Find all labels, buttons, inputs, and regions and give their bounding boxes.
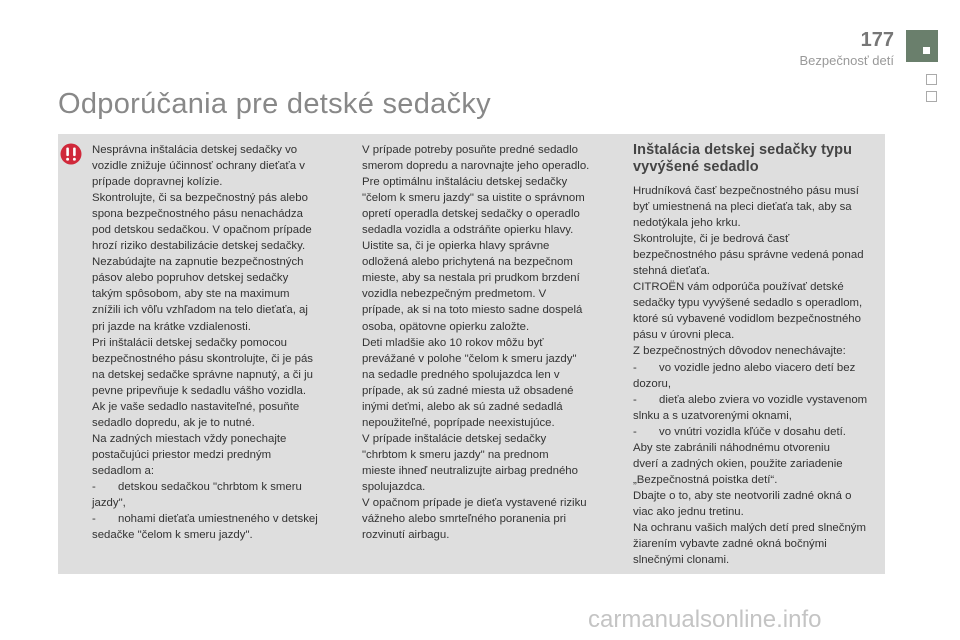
text-line: Na zadných miestach vždy ponechajte xyxy=(92,432,287,445)
text-line: sedadlo dopredu, ak je to nutné. xyxy=(92,416,255,429)
text-line: prípade dopravnej kolízie. xyxy=(92,176,223,189)
text-line: prípade, ak sú zadné miesta už obsadené xyxy=(362,384,574,397)
text-line: hrozí riziko destabilizácie detskej sedačky. xyxy=(92,240,306,253)
bullet-item xyxy=(633,360,881,376)
text-line: prevážané v polohe "čelom k smeru jazdy" xyxy=(362,352,577,365)
text-line: Deti mladšie ako 10 rokov môžu byť xyxy=(362,336,544,349)
text-line: Na ochranu vašich malých detí pred slnečným xyxy=(633,521,866,534)
text-line: Skontrolujte, či je bedrová časť xyxy=(633,233,790,246)
text-line: odložená alebo prichytená na bezpečnom xyxy=(362,256,573,269)
bullet-dash: - xyxy=(633,425,637,438)
text-line: Nezabúdajte na zapnutie bezpečnostných xyxy=(92,256,304,269)
text-line: opretí operadla detskej sedačky o operadlo xyxy=(362,208,580,221)
text-line: Dbajte o to, aby ste neotvorili zadné okná o xyxy=(633,489,852,502)
text-line: osoba, opätovne opierku založte. xyxy=(362,320,530,333)
text-line: Z bezpečnostných dôvodov nenechávajte: xyxy=(633,345,846,358)
bullet-text: dieťa alebo zviera vo vozidle vystavenom xyxy=(659,393,868,406)
bullet-text: nohami dieťaťa umiestneného v detskej xyxy=(118,513,318,526)
chapter-tab-box[interactable] xyxy=(926,74,937,85)
text-line: nepoužiteľné, poprípade neexistujúce. xyxy=(362,416,555,429)
text-line: Skontrolujte, či sa bezpečnostný pás alebo xyxy=(92,192,308,205)
text-line: žiarením vybavte zadné okná bočnými xyxy=(633,538,827,551)
text-line: nedotýkala jeho krku. xyxy=(633,217,741,230)
bullet-dash: - xyxy=(633,361,637,374)
text-line: na sedadle predného spolujazdca len v xyxy=(362,368,560,381)
bullet-dash: - xyxy=(92,480,96,493)
bullet-dash: - xyxy=(92,513,96,526)
text-line: pod detskou sedačkou. V opačnom prípade xyxy=(92,224,312,237)
warning-text-column xyxy=(92,142,324,543)
watermark: carmanualsonline.info xyxy=(588,606,822,633)
text-line: viac ako jednu tretinu. xyxy=(633,505,744,518)
text-line: byť umiestnená na pleci dieťaťa tak, aby sa xyxy=(633,201,852,214)
text-line: takým spôsobom, aby ste na maximum xyxy=(92,288,290,301)
text-line: Nesprávna inštalácia detskej sedačky vo xyxy=(92,144,298,156)
text-line: "čelom k smeru jazdy" sa uistite o správnom xyxy=(362,192,585,205)
text-line: V opačnom prípade je dieťa vystavené riziku xyxy=(362,497,587,510)
text-line: sedačky typu vyvýšené sedadlo s operadlom, xyxy=(633,297,863,310)
text-line: bezpečnostného pásu skontrolujte, či je pás xyxy=(92,352,313,365)
text-line: V prípade inštalácie detskej sedačky xyxy=(362,432,547,445)
chapter-tab-active[interactable] xyxy=(906,30,938,62)
text-line: pásu v úrovni pleca. xyxy=(633,329,735,342)
text-line: Pri inštalácii detskej sedačky pomocou xyxy=(92,336,287,349)
text-line: slnečnými clonami. xyxy=(633,554,730,567)
text-line: Hrudníková časť bezpečnostného pásu musí xyxy=(633,185,859,197)
text-line: dverí a zadných okien, použite zariadenie xyxy=(633,457,843,470)
text-line: inými deťmi, alebo ak sú zadné sedadlá xyxy=(362,400,563,413)
square-icon xyxy=(923,47,930,54)
text-line: pevne pripevňuje k sedadlu vášho vozidla. xyxy=(92,384,307,397)
bullet-item xyxy=(633,424,881,440)
section-name: Bezpečnosť detí xyxy=(799,53,894,68)
text-line: rozvinutí airbagu. xyxy=(362,529,450,542)
text-line: "chrbtom k smeru jazdy" na prednom xyxy=(362,448,549,461)
booster-seat-column xyxy=(633,142,881,568)
heading-line: vyvýšené sedadlo xyxy=(633,159,759,175)
bullet-dash: - xyxy=(633,393,637,406)
text-line: sedadlom a: xyxy=(92,464,155,477)
bullet-text-continued: sedačke "čelom k smeru jazdy". xyxy=(92,529,253,542)
text-line: Ak je vaše sedadlo nastaviteľné, posuňte xyxy=(92,400,300,413)
text-line: „Bezpečnostná poistka detí“. xyxy=(633,473,778,486)
text-line: smerom dopredu a narovnajte jeho operadlo. xyxy=(362,160,590,173)
text-line: spolujazdca. xyxy=(362,480,426,493)
text-line: spona bezpečnostného pásu nenachádza xyxy=(92,208,303,221)
page-number: 177 xyxy=(860,29,894,51)
text-line: vozidla nebezpečným predmetom. V xyxy=(362,288,547,301)
text-line: CITROËN vám odporúča používať detské xyxy=(633,281,844,294)
bullet-item xyxy=(633,392,881,408)
text-line: Pre optimálnu inštaláciu detskej sedačky xyxy=(362,176,568,189)
text-line: Aby ste zabránili náhodnému otvoreniu xyxy=(633,441,830,454)
text-line: prípade, ak si na toto miesto sadne dospelá xyxy=(362,304,583,317)
advice-text-column xyxy=(362,142,607,543)
text-line: V prípade potreby posuňte predné sedadlo xyxy=(362,144,578,156)
bullet-text-continued: jazdy", xyxy=(92,497,126,510)
text-line: na detskej sedačke správne napnutý, a či ju xyxy=(92,368,313,381)
text-line: vážneho alebo smrteľného poranenia pri xyxy=(362,513,567,526)
text-line: mieste ihneď neutralizujte airbag predného xyxy=(362,464,578,477)
text-line: stehná dieťaťa. xyxy=(633,265,710,278)
text-line: znížili ich vôľu vzhľadom na telo dieťaťa, aj xyxy=(92,304,308,317)
text-line: pri jazde na krátke vzdialenosti. xyxy=(92,320,251,333)
bullet-text-continued: dozoru, xyxy=(633,377,671,390)
bullet-text: vo vnútri vozidla kľúče v dosahu detí. xyxy=(659,425,846,438)
bullet-item xyxy=(92,511,324,527)
page-title: Odporúčania pre detské sedačky xyxy=(58,88,491,120)
text-line: Uistite sa, či je opierka hlavy správne xyxy=(362,240,550,253)
content-panel xyxy=(58,134,885,574)
text-line: pásov alebo popruhov detskej sedačky xyxy=(92,272,289,285)
text-line: ktoré sú vybavené vodidlom bezpečnostného xyxy=(633,313,861,326)
text-line: sedadla vozidla a odstráňte opierku hlavy. xyxy=(362,224,574,237)
heading-line: Inštalácia detskej sedačky typu xyxy=(633,142,853,158)
bullet-text-continued: slnku a s uzatvorenými oknami, xyxy=(633,409,792,422)
text-line: vozidle znižuje účinnosť ochrany dieťaťa v xyxy=(92,160,305,173)
text-line: postačujúci priestor medzi predným xyxy=(92,448,272,461)
bullet-item xyxy=(92,479,324,495)
text-line: mieste, aby sa nestala pri prudkom brzdení xyxy=(362,272,580,285)
text-line: bezpečnostného pásu správne vedená ponad xyxy=(633,249,864,262)
bullet-text: vo vozidle jedno alebo viacero detí bez xyxy=(659,361,856,374)
warning-double-exclamation-icon xyxy=(60,143,82,165)
section-heading xyxy=(633,142,881,176)
bullet-text: detskou sedačkou "chrbtom k smeru xyxy=(118,480,302,493)
chapter-tab-box[interactable] xyxy=(926,91,937,102)
